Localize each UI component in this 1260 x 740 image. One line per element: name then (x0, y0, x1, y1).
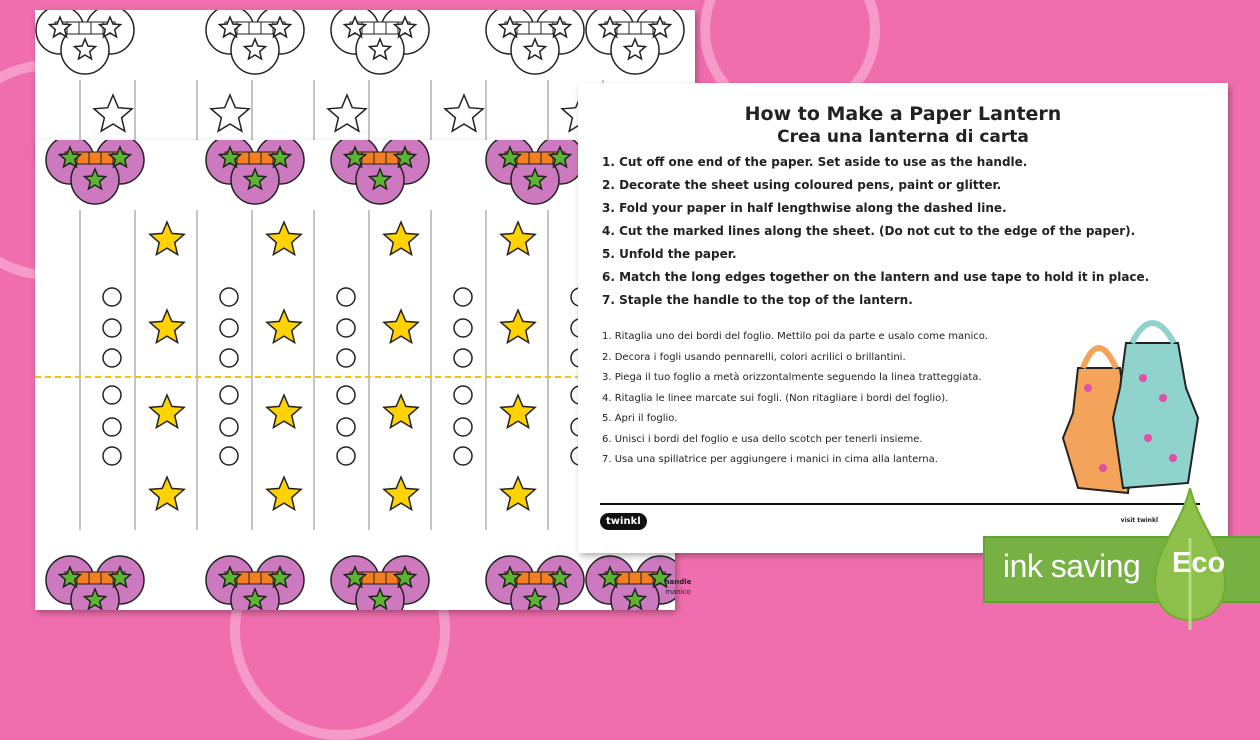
star-icon (501, 310, 535, 343)
hexagon-tile (374, 572, 386, 584)
hole-circle (103, 319, 121, 337)
hole-circle (337, 288, 355, 306)
step: 6. Unisci i bordi del foglio e usa dello scotch per tenerli insieme. (602, 433, 923, 445)
step: 2. Decora i fogli usando pennarelli, colori acrilici o brillantini. (602, 351, 906, 363)
step: 2. Decorate the sheet using coloured pens, paint or glitter. (602, 178, 1002, 192)
hexagon-tile (629, 572, 641, 584)
hole-circle (220, 288, 238, 306)
hole-circle (337, 386, 355, 404)
step: 6. Match the long edges together on the lantern and use tape to hold it in place. (602, 270, 1150, 284)
hexagon-tile (529, 572, 541, 584)
hole-circle (220, 447, 238, 465)
step: 3. Fold your paper in half lengthwise along the dashed line. (602, 201, 1007, 215)
hole-circle (337, 418, 355, 436)
hole-circle (220, 349, 238, 367)
handle-label (653, 577, 703, 597)
star-icon (150, 222, 184, 255)
footer-text: visit twinkl (1120, 517, 1158, 524)
hole-circle (454, 418, 472, 436)
star-icon (445, 95, 483, 131)
step: 1. Cut off one end of the paper. Set aside to use as the handle. (602, 155, 1028, 169)
hexagon-tile (374, 22, 386, 34)
star-icon (267, 310, 301, 343)
hole-circle (454, 349, 472, 367)
step: 4. Ritaglia le linee marcate sui fogli. (Non ritagliare i bordi del foglio). (602, 392, 949, 404)
ink-saving-label: ink saving (1003, 548, 1141, 584)
hexagon-tile (529, 22, 541, 34)
star-icon (501, 477, 535, 510)
star-icon (94, 95, 132, 131)
step: 5. Apri il foglio. (602, 413, 678, 424)
star-icon (384, 222, 418, 255)
hole-circle (103, 386, 121, 404)
hexagon-tile (79, 22, 91, 34)
star-icon (211, 95, 249, 131)
hexagon-tile (89, 152, 101, 164)
star-icon (267, 477, 301, 510)
hole-circle (337, 319, 355, 337)
star-icon (384, 310, 418, 343)
title-italian: Crea una lanterna di carta (777, 127, 1029, 147)
steps-italian (602, 331, 988, 475)
title-english: How to Make a Paper Lantern (744, 103, 1062, 125)
star-icon (150, 395, 184, 428)
hole-circle (103, 349, 121, 367)
star-icon (150, 310, 184, 343)
step: 4. Cut the marked lines along the sheet. (Do not cut to the edge of the paper). (602, 224, 1136, 238)
step: 7. Staple the handle to the top of the lantern. (602, 293, 913, 307)
step: 7. Usa una spillatrice per aggiungere i manici in cima alla lanterna. (602, 454, 938, 465)
eco-label: Eco (1172, 547, 1226, 579)
hole-circle (454, 447, 472, 465)
hexagon-tile (374, 152, 386, 164)
hole-circle (220, 386, 238, 404)
hole-circle (103, 447, 121, 465)
star-icon (501, 222, 535, 255)
handle-en: handle (664, 578, 692, 586)
star-icon (267, 222, 301, 255)
star-icon (267, 395, 301, 428)
steps-english (602, 155, 1149, 316)
hexagon-tile (529, 152, 541, 164)
star-icon (384, 477, 418, 510)
hole-circle (220, 319, 238, 337)
hexagon-tile (249, 572, 261, 584)
lantern-illustration (1058, 318, 1218, 508)
step: 3. Piega il tuo foglio a metà orizzontalmente seguendo la linea tratteggiata. (602, 372, 982, 383)
star-icon (501, 395, 535, 428)
hexagon-tile (249, 152, 261, 164)
hexagon-tile (249, 22, 261, 34)
handle-it: manico (665, 588, 691, 596)
hexagon-tile (629, 22, 641, 34)
twinkl-logo: twinkl (600, 513, 647, 530)
star-icon (328, 95, 366, 131)
hole-circle (454, 319, 472, 337)
footer-divider (600, 503, 1200, 505)
hole-circle (337, 447, 355, 465)
hole-circle (103, 418, 121, 436)
step: 5. Unfold the paper. (602, 247, 737, 261)
hole-circle (220, 418, 238, 436)
hole-circle (454, 288, 472, 306)
star-icon (384, 395, 418, 428)
hole-circle (337, 349, 355, 367)
hole-circle (103, 288, 121, 306)
hexagon-tile (89, 572, 101, 584)
instruction-sheet (578, 83, 1228, 553)
step: 1. Ritaglia uno dei bordi del foglio. Mettilo poi da parte e usalo come manico. (602, 331, 988, 342)
hole-circle (454, 386, 472, 404)
star-icon (150, 477, 184, 510)
